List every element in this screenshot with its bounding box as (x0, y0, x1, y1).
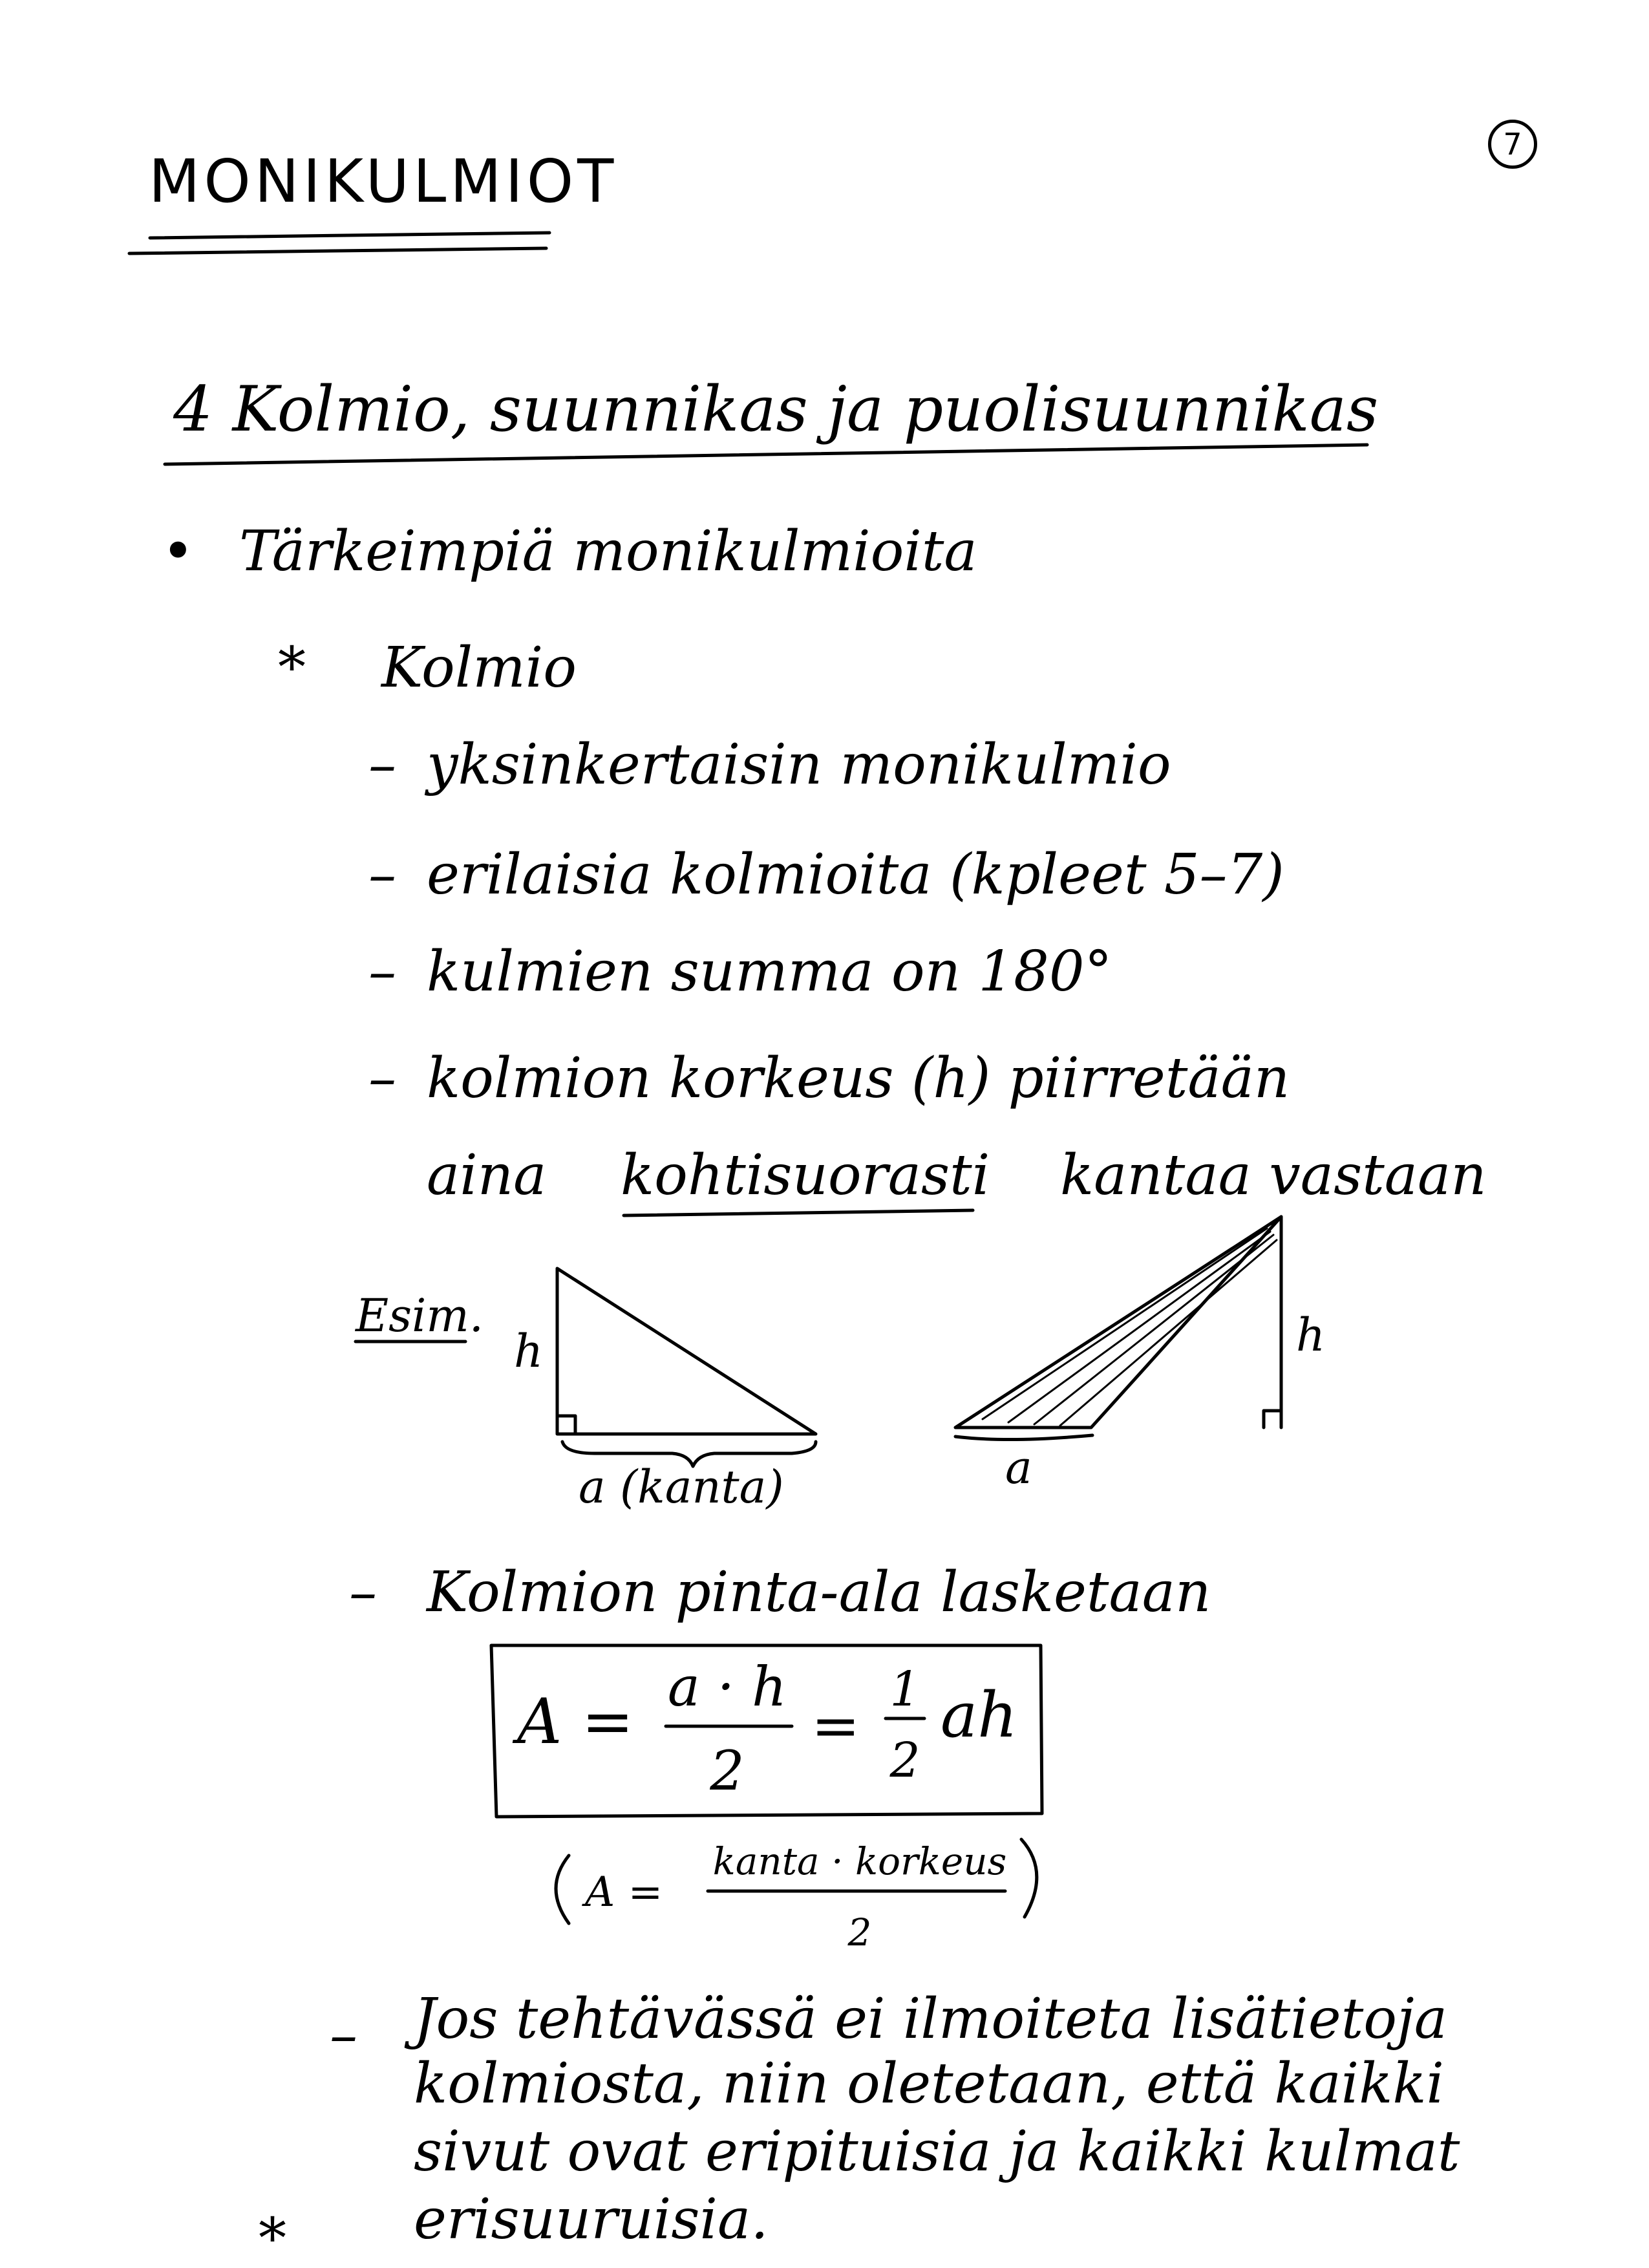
example-label: Esim. (356, 1289, 484, 1342)
right-right-angle-mark (1264, 1411, 1281, 1428)
formula-box (491, 1645, 1042, 1817)
assumption-line: kolmiosta, niin oletetaan, että kaikki (414, 2051, 1445, 2116)
dash-marker: – (330, 2003, 357, 2068)
assumption-line: erisuuruisia. (414, 2187, 769, 2252)
left-height-label: h (514, 1325, 544, 1378)
bullet-dot: • (162, 519, 195, 584)
height-line2-start: aina (427, 1143, 547, 1208)
title-underline (129, 248, 546, 253)
list-item-height: kolmion korkeus (h) piirretään (427, 1046, 1290, 1111)
formula-denominator: 2 (710, 1739, 745, 1803)
formula-words-numerator: kanta · korkeus (712, 1839, 1007, 1883)
star-marker: * (278, 636, 306, 700)
formula-numerator: a · h (667, 1655, 787, 1718)
formula-words-denominator: 2 (847, 1910, 872, 1954)
assumption-line: Jos tehtävässä ei ilmoiteta lisätietoja (414, 1987, 1447, 2051)
formula-equals: = (811, 1692, 860, 1760)
page-title: MONIKULMIOT (149, 147, 618, 216)
formula-half-denominator: 2 (889, 1733, 920, 1788)
right-base-underline (955, 1435, 1092, 1440)
formula-lhs: A = (517, 1685, 634, 1758)
right-base-label: a (1005, 1441, 1032, 1494)
left-base-label: a (kanta) (579, 1460, 784, 1514)
page-number-badge: 7 (1488, 120, 1537, 169)
right-height-label: h (1296, 1309, 1326, 1362)
sub-heading-kolmio: Kolmio (381, 636, 577, 700)
section-heading: 4 Kolmio, suunnikas ja puolisuunnikas (173, 373, 1379, 445)
left-triangle (557, 1268, 816, 1434)
emphasis-underline (624, 1210, 973, 1215)
right-triangle-hatching (983, 1228, 1277, 1426)
height-line2-underlined: kohtisuorasti (621, 1143, 990, 1208)
formula-half-suffix: ah (941, 1679, 1018, 1751)
dash-marker: – (368, 1046, 396, 1111)
height-line2-end: kantaa vastaan (1060, 1143, 1487, 1208)
formula-words-right-paren (1021, 1839, 1037, 1917)
section-underline (165, 445, 1367, 464)
list-item: erilaisia kolmioita (kpleet 5–7) (427, 842, 1284, 907)
formula-half-numerator: 1 (889, 1662, 920, 1717)
title-underline (150, 233, 549, 238)
area-intro: Kolmion pinta-ala lasketaan (427, 1560, 1211, 1625)
formula-words-left-paren (556, 1856, 569, 1923)
right-triangle (955, 1217, 1281, 1428)
list-item: yksinkertaisin monikulmio (427, 733, 1171, 797)
dash-marker: – (368, 939, 396, 1004)
dash-marker: – (368, 733, 396, 797)
left-base-brace (562, 1442, 816, 1466)
bullet-text: Tärkeimpiä monikulmioita (239, 519, 977, 584)
formula-words-lhs: A = (585, 1868, 663, 1916)
list-item: kulmien summa on 180° (427, 939, 1112, 1004)
bottom-star-marker: * (259, 2207, 286, 2268)
dash-marker: – (349, 1560, 377, 1625)
left-right-angle-mark (557, 1416, 575, 1434)
assumption-line: sivut ovat eripituisia ja kaikki kulmat (414, 2119, 1460, 2184)
dash-marker: – (368, 842, 396, 907)
